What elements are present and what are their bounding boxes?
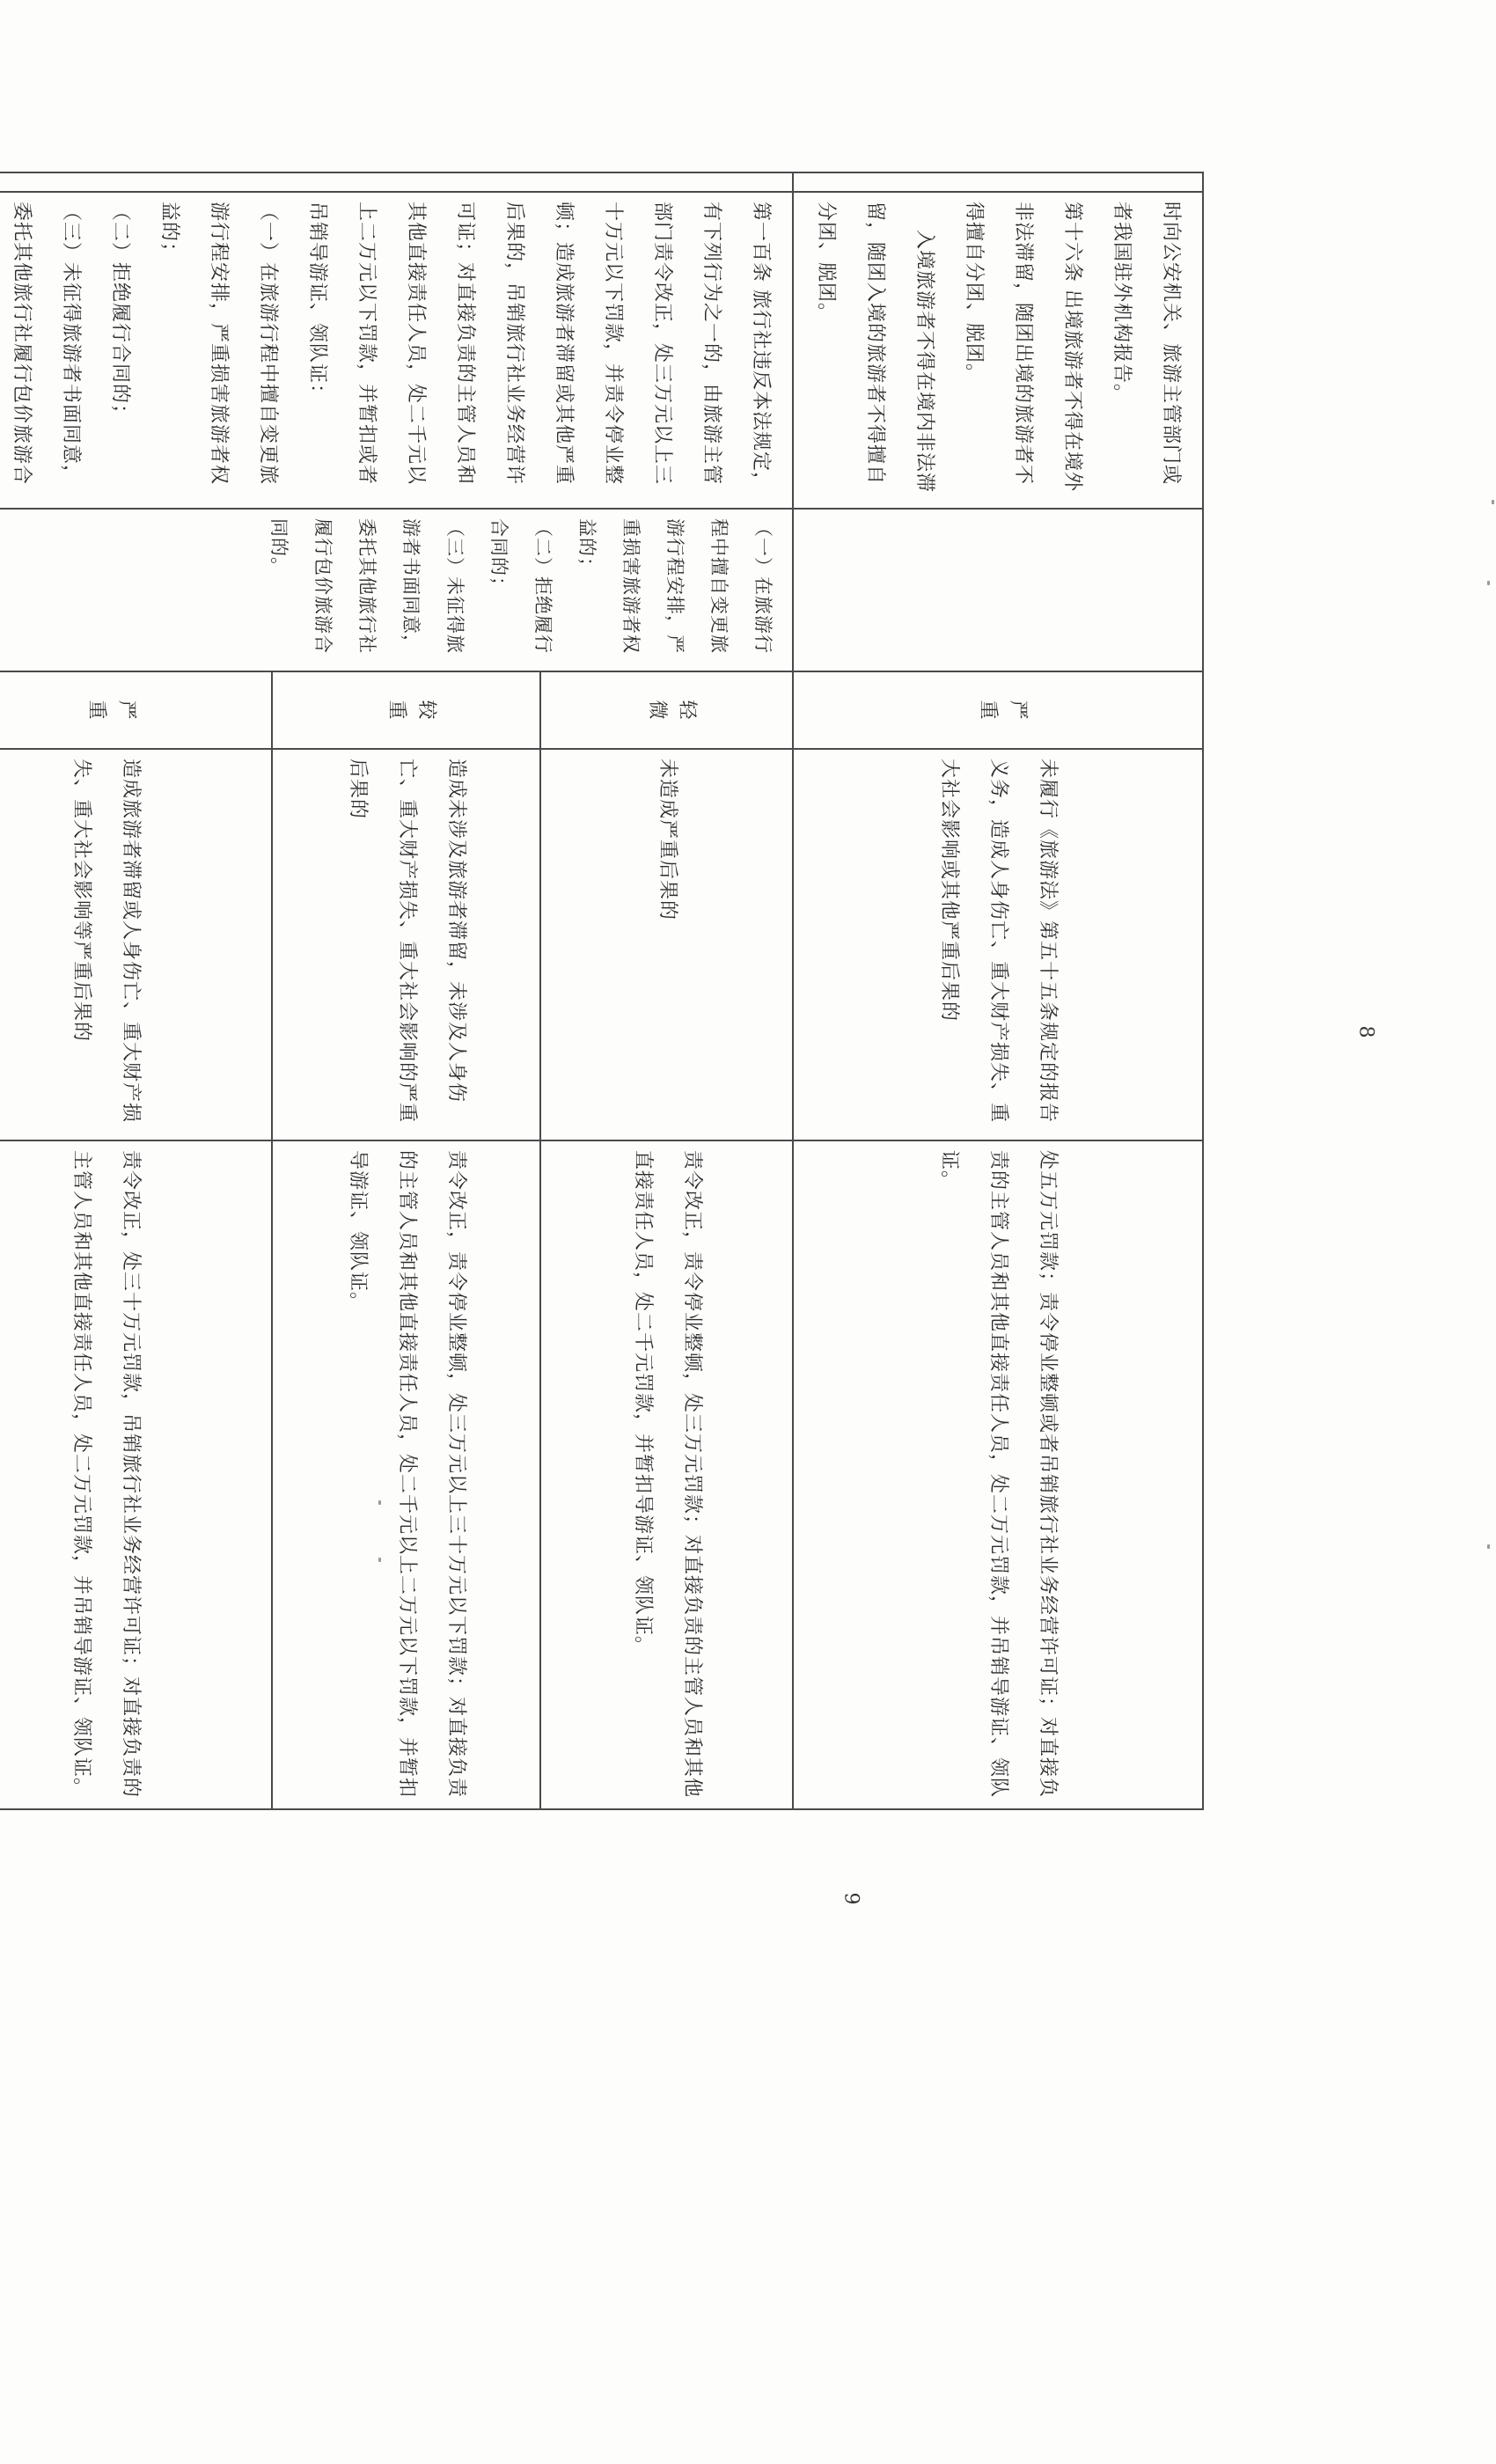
blank-cell <box>793 172 1203 192</box>
severity-level: 较重 <box>385 700 438 721</box>
severity-level-cell <box>0 671 272 749</box>
severity-level-cell <box>540 671 793 749</box>
severity-level-cell <box>272 671 540 749</box>
penalty-cell: 责令改正，责令停业整顿，处三万元以上三十万元以下罚款；对直接负责的主管人员和其他直接责任人员，处二千元以上二万元以下罚款，并暂扣导游证、领队证。 <box>272 1140 540 1809</box>
table-row <box>540 172 793 1809</box>
condition-cell: 造成旅游者滞留或人身伤亡、重大财产损失、重大社会影响等严重后果的 <box>0 749 272 1140</box>
severity-level-cell <box>793 671 1203 749</box>
severity-level: 严重 <box>84 700 137 721</box>
table-row <box>793 172 1203 1809</box>
severity-level: 轻微 <box>646 700 699 721</box>
condition-cell: 未造成严重后果的 <box>540 749 793 1140</box>
blank-cell <box>0 172 793 192</box>
scan-speck <box>378 1558 381 1562</box>
condition-cell: 造成未涉及旅游者滞留，未涉及人身伤亡、重大财产损失、重大社会影响的严重后果的 <box>272 749 540 1140</box>
law-text-cell: 时向公安机关、旅游主管部门或者我国驻外机构报告。 第十六条 出境旅游者不得在境外非法滞留，随团出境的旅游者不得擅自分团、脱团。 入境旅游者不得在境内非法滞留，随团入境的旅游者不得擅自分团、脱团。 <box>793 192 1203 509</box>
scan-speck <box>1487 1544 1490 1549</box>
scan-speck <box>1487 581 1490 585</box>
penalty-cell: 处五万元罚款；责令停业整顿或者吊销旅行社业务经营许可证；对直接负责的主管人员和其他直接责任人员，处二万元罚款，并吊销导游证、领队证。 <box>793 1140 1203 1809</box>
violation-cell <box>793 509 1203 671</box>
law-text-cell: 第一百条 旅行社违反本法规定，有下列行为之一的，由旅游主管部门责令改正，处三万元以上三十万元以下罚款，并责令停业整顿；造成旅游者滞留或其他严重后果的，吊销旅行社业务经营许可证；对直接负责的主管人员和其他直接责任人员，处二千元以上二万元以下罚款，并暂扣或者吊销导游证、领队证： （一）在旅游行程中擅自变更旅游行程安排，严重损害旅游者权益的； （二）拒绝履行合同的； （三）未征得旅游者书面同意，委托其他旅行社履行包价旅游合 <box>0 192 793 509</box>
penalty-table <box>0 172 1204 1810</box>
page-number-left: 9 <box>840 1892 862 1905</box>
penalty-cell: 责令改正，责令停业整顿，处三万元罚款；对直接负责的主管人员和其他直接责任人员，处二千元罚款，并暂扣导游证、领队证。 <box>540 1140 793 1809</box>
penalty-cell: 责令改正，处三十万元罚款，吊销旅行社业务经营许可证；对直接负责的主管人员和其他直接责任人员，处二万元罚款，并吊销导游证、领队证。 <box>0 1140 272 1809</box>
condition-cell: 未履行《旅游法》第五十五条规定的报告义务，造成人身伤亡、重大财产损失、重大社会影响或其他严重后果的 <box>793 749 1203 1140</box>
scan-speck <box>378 1500 381 1505</box>
severity-level: 严重 <box>977 700 1030 721</box>
violation-cell: （一）在旅游行程中擅自变更旅游行程安排，严重损害旅游者权益的； （二）拒绝履行合同的； （三）未征得旅游者书面同意，委托其他旅行社履行包价旅游合同的。 <box>0 509 793 671</box>
page-number-right: 8 <box>1354 1025 1377 1038</box>
scan-speck <box>1492 500 1494 504</box>
rotated-table-page <box>11 172 1204 1808</box>
